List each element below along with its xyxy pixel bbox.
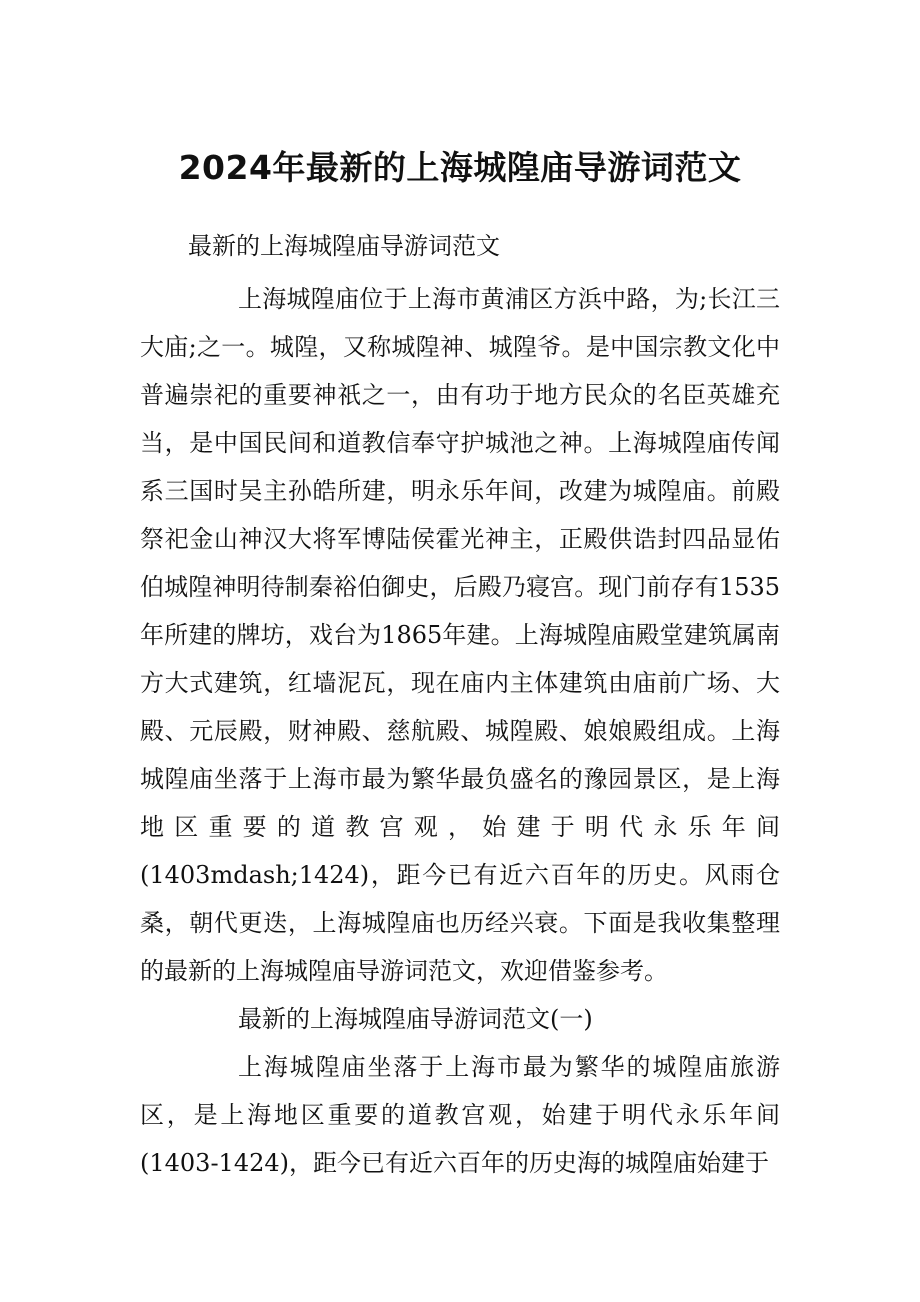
section-heading: 最新的上海城隍庙导游词范文(一) [238, 1005, 593, 1033]
body-paragraph-2: 上海城隍庙坐落于上海市最为繁华的城隍庙旅游区，是上海地区重要的道教宫观，始建于明代永乐年间(1403-1424)，距今已有近六百年的历史海的城隍庙始建于 [140, 1053, 780, 1177]
document-title: 2024年最新的上海城隍庙导游词范文 [178, 148, 742, 187]
document-subtitle: 最新的上海城隍庙导游词范文 [188, 232, 500, 260]
body-paragraph-1: 上海城隍庙位于上海市黄浦区方浜中路，为;长江三大庙;之一。城隍，又称城隍神、城隍爷。是中国宗教文化中普遍崇祀的重要神祇之一，由有功于地方民众的名臣英雄充当，是中国民间和道教信奉守护城池之神。上海城隍庙传闻系三国时吴主孙皓所建，明永乐年间，改建为城隍庙。前殿祭祀金山神汉大将军博陆侯霍光神主，正殿供诰封四品显佑伯城隍神明待制秦裕伯御史，后殿乃寝宫。现门前存有1535年所建的牌坊，戏台为1865年建。上海城隍庙殿堂建筑属南方大式建筑，红墙泥瓦，现在庙内主体建筑由庙前广场、大殿、元辰殿，财神殿、慈航殿、城隍殿、娘娘殿组成。上海城隍庙坐落于上海市最为繁华最负盛名的豫园景区，是上海地区重要的道教宫观，始建于明代永乐年间(1403mdash;1424)，距今已有近六百年的历史。风雨仓桑，朝代更迭，上海城隍庙也历经兴衰。下面是我收集整理的最新的上海城隍庙导游词范文，欢迎借鉴参考。 [140, 285, 780, 985]
